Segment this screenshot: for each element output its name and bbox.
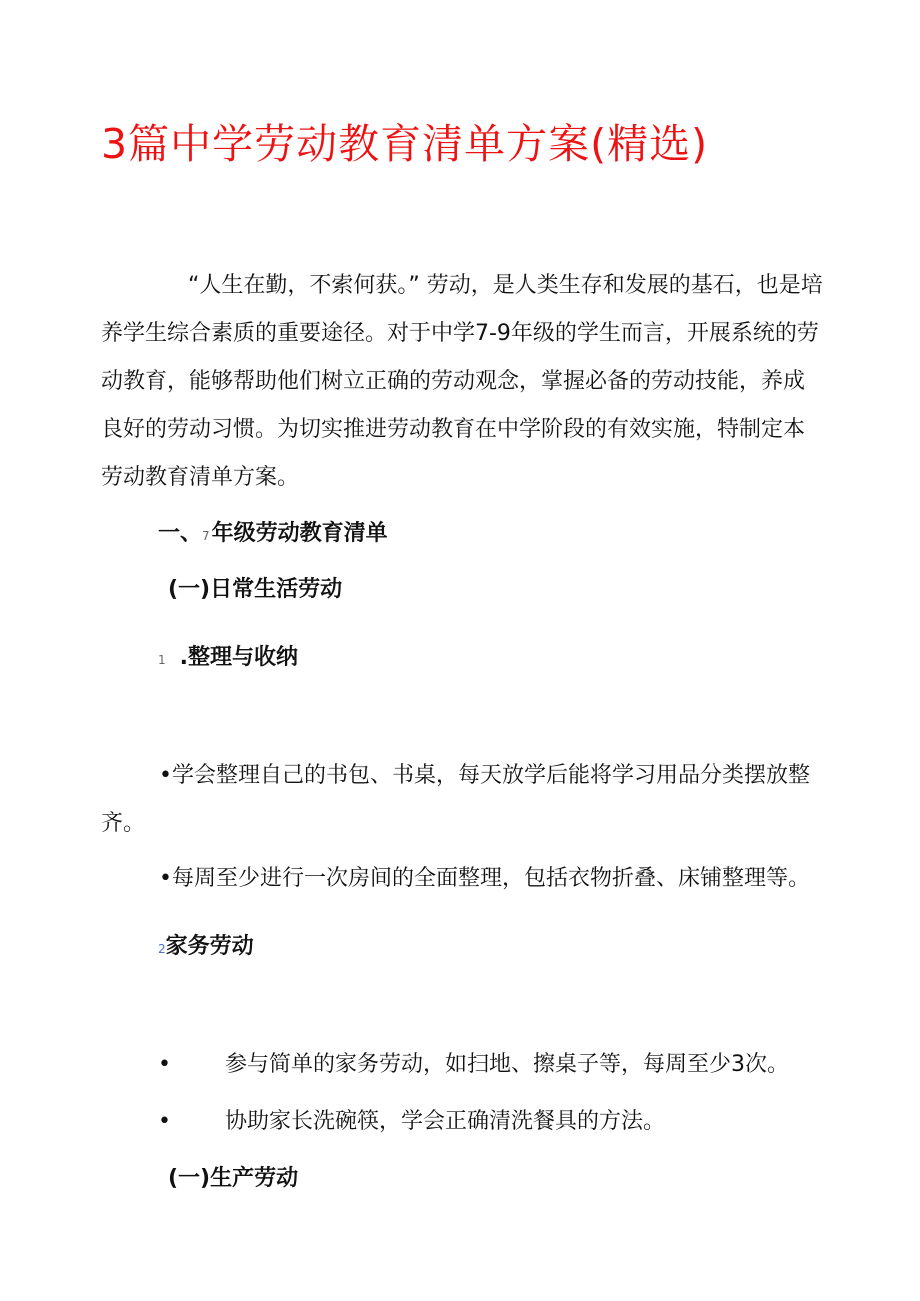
list-item <box>158 1102 838 1142</box>
section-number: 7 <box>202 529 210 543</box>
bullet-icon: • <box>158 1109 171 1134</box>
bullet-paragraph: •每周至少进行一次房间的全面整理，包括衣物折叠、床铺整理等。 <box>159 866 810 891</box>
item-title: .整理与收纳 <box>179 645 298 670</box>
list-item <box>158 1045 838 1085</box>
subsection-heading-daily-labor: (一)日常生活劳动 <box>168 577 343 602</box>
item-heading-organize <box>158 641 298 677</box>
intro-paragraph: “人生在勤，不索何获。” 劳动，是人类生存和发展的基石，也是培养学生综合素质的重要途径。对于中学7-9年级的学生而言，开展系统的劳动教育，能够帮助他们树立正确的劳动观念，掌握必备的劳动技能，养成良好的劳动习惯。为切实推进劳动教育在中学阶段的有效实施，特制定本劳动教育清单方案。 <box>101 273 823 490</box>
section-title: 年级劳动教育清单 <box>211 521 388 546</box>
section-prefix: 一、 <box>158 521 203 546</box>
item-number: 2 <box>158 942 166 956</box>
item-number: 1 <box>158 653 166 667</box>
list-item-text: 协助家长洗碗筷，学会正确清洗餐具的方法。 <box>225 1109 666 1134</box>
item-title: 家务劳动 <box>165 934 254 959</box>
document-title: 3篇中学劳动教育清单方案(精选) <box>101 120 709 168</box>
bullet-paragraph: •学会整理自己的书包、书桌，每天放学后能将学习用品分类摆放整齐。 <box>101 763 810 836</box>
bullet-icon: • <box>158 1052 171 1077</box>
subsection-heading-production-labor: (一)生产劳动 <box>168 1166 299 1191</box>
list-item-text: 参与简单的家务劳动，如扫地、擦桌子等，每周至少3次。 <box>225 1052 789 1077</box>
section-heading-grade7 <box>158 517 388 553</box>
item-heading-housework <box>158 930 254 966</box>
